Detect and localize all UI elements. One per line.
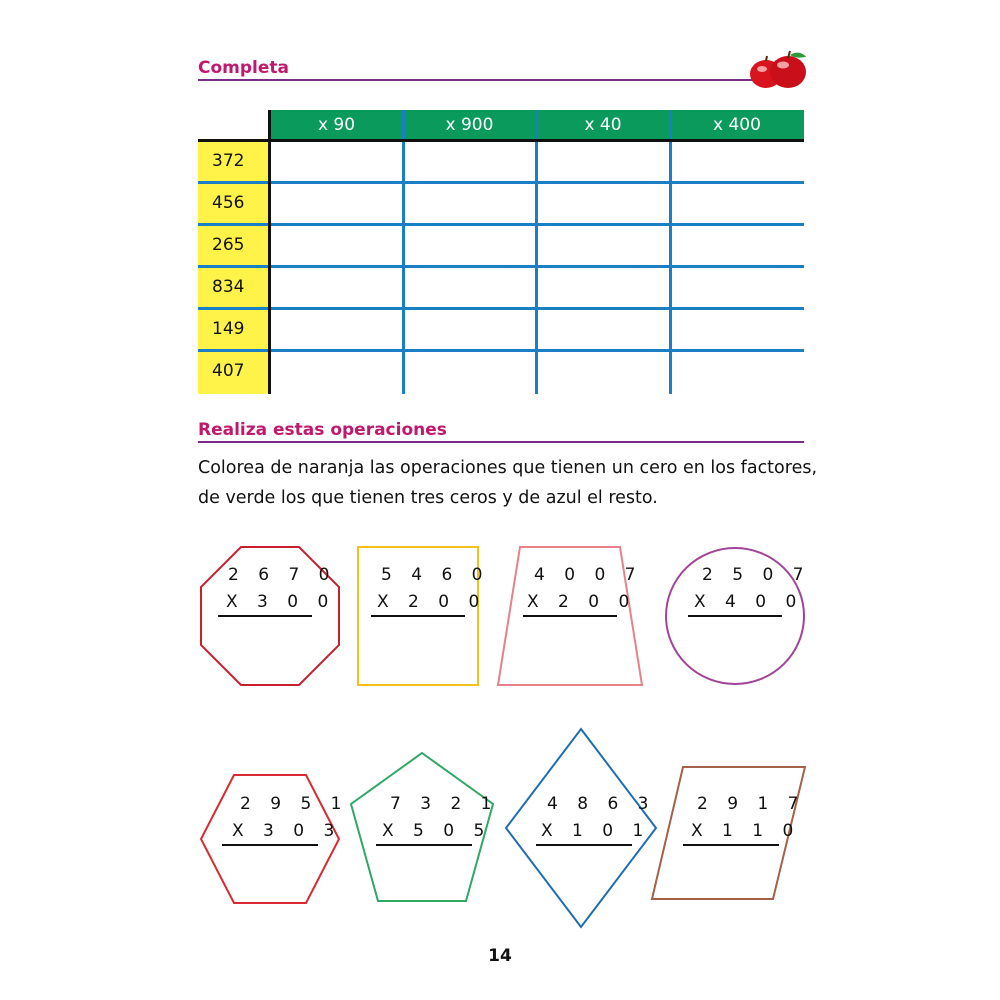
operation-multiplicand: 2 9 5 1 <box>240 794 349 814</box>
operation-line <box>376 844 472 846</box>
grid-line <box>198 307 804 310</box>
operation-hexagon <box>200 774 349 904</box>
operation-multiplicand: 4 0 0 7 <box>534 565 643 585</box>
table-header-cell: x 90 <box>317 115 356 135</box>
operation-multiplier: X 5 0 5 <box>382 821 492 841</box>
operation-multiplicand: 4 8 6 3 <box>547 794 656 814</box>
operation-multiplier: X 1 0 1 <box>541 821 651 841</box>
operation-parallelogram <box>651 766 806 900</box>
page-number: 14 <box>488 946 512 966</box>
operation-multiplier: X 4 0 0 <box>694 592 804 612</box>
table-header-cell: x 400 <box>713 115 761 135</box>
row-label: 265 <box>212 235 245 255</box>
table-header-cell: x 900 <box>445 115 494 135</box>
grid-line <box>402 110 405 394</box>
grid-line <box>198 349 804 352</box>
grid-line <box>198 223 804 226</box>
row-label: 407 <box>212 361 245 381</box>
operation-line <box>536 844 632 846</box>
grid-line <box>198 265 804 268</box>
operation-multiplier: X 3 0 0 <box>226 592 336 612</box>
table-axis-horizontal <box>198 139 804 142</box>
operation-multiplier: X 2 0 0 <box>377 592 487 612</box>
operation-multiplicand: 2 9 1 7 <box>697 794 806 814</box>
operation-multiplier: X 1 1 0 <box>691 821 801 841</box>
operation-rectangle <box>357 546 490 686</box>
section-divider <box>198 79 753 81</box>
operation-octagon <box>200 546 340 686</box>
operation-multiplicand: 2 5 0 7 <box>702 565 811 585</box>
row-label: 456 <box>212 193 245 213</box>
operation-line <box>688 615 782 617</box>
operation-multiplier: X 2 0 0 <box>527 592 637 612</box>
instructions <box>198 453 818 513</box>
table-header-cell: x 40 <box>584 115 622 135</box>
operation-multiplicand: 7 3 2 1 <box>390 794 499 814</box>
operation-line <box>218 615 312 617</box>
operation-multiplicand: 2 6 7 0 <box>228 565 337 585</box>
row-label: 372 <box>212 151 245 171</box>
operation-multiplier: X 3 0 3 <box>232 821 342 841</box>
operation-diamond <box>505 728 657 928</box>
section-title-completa: Completa <box>198 58 289 78</box>
row-label: 834 <box>212 277 245 297</box>
operation-line <box>523 615 617 617</box>
section-divider <box>198 441 804 443</box>
table-axis-vertical <box>268 110 271 394</box>
instruction-line: Colorea de naranja las operaciones que tienen un cero en los factores, <box>198 458 818 478</box>
operation-line <box>371 615 465 617</box>
grid-line <box>535 110 538 394</box>
row-label: 149 <box>212 319 245 339</box>
operation-multiplicand: 5 4 6 0 <box>381 565 490 585</box>
operation-pentagon <box>350 752 499 902</box>
section-title-operaciones: Realiza estas operaciones <box>198 420 447 440</box>
operation-line <box>683 844 779 846</box>
grid-line <box>198 181 804 184</box>
instruction-line: de verde los que tienen tres ceros y de azul el resto. <box>198 488 658 508</box>
operation-circle <box>664 546 811 686</box>
apples-icon <box>746 50 810 92</box>
multiplication-table <box>198 110 804 394</box>
operation-line <box>222 844 318 846</box>
operation-trapezoid <box>497 546 643 686</box>
grid-line <box>669 110 672 394</box>
